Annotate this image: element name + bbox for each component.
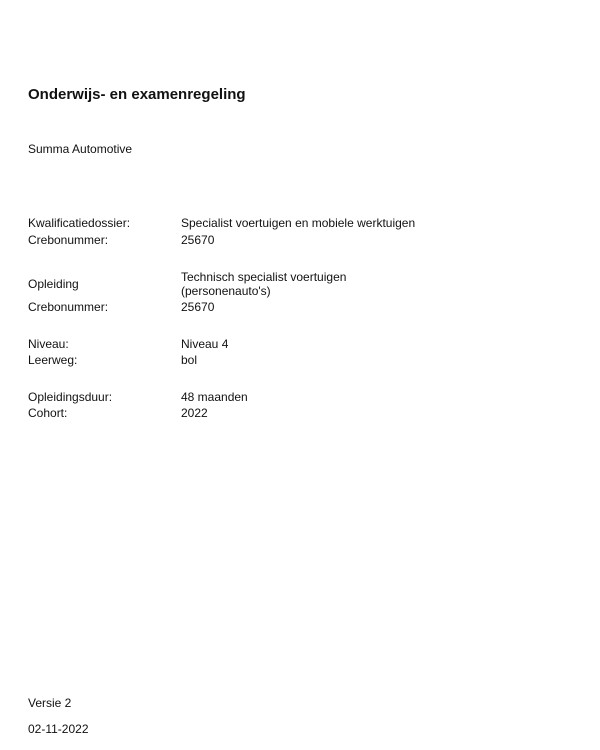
detail-label: Crebonummer: — [28, 233, 109, 247]
detail-value: 25670 — [181, 233, 215, 247]
detail-value: Niveau 4 — [181, 337, 229, 351]
document-date: 02-11-2022 — [28, 722, 89, 736]
detail-value: 48 maanden — [181, 390, 248, 404]
detail-label: Leerweg: — [28, 353, 78, 367]
detail-value: Technisch specialist voertuigen (personenauto's) — [181, 270, 347, 298]
detail-label: Niveau: — [28, 337, 69, 351]
detail-value: Specialist voertuigen en mobiele werktuigen — [181, 216, 416, 230]
detail-label: Opleiding — [28, 277, 79, 291]
detail-value: bol — [181, 353, 198, 367]
organization-name: Summa Automotive — [28, 142, 133, 156]
detail-label: Crebonummer: — [28, 300, 109, 314]
detail-value: 2022 — [181, 406, 208, 420]
detail-label: Opleidingsduur: — [28, 390, 113, 404]
detail-label: Kwalificatiedossier: — [28, 216, 131, 230]
detail-value: 25670 — [181, 300, 215, 314]
version-label: Versie 2 — [28, 696, 72, 710]
detail-label: Cohort: — [28, 406, 68, 420]
document-title: Onderwijs- en examenregeling — [28, 86, 246, 103]
